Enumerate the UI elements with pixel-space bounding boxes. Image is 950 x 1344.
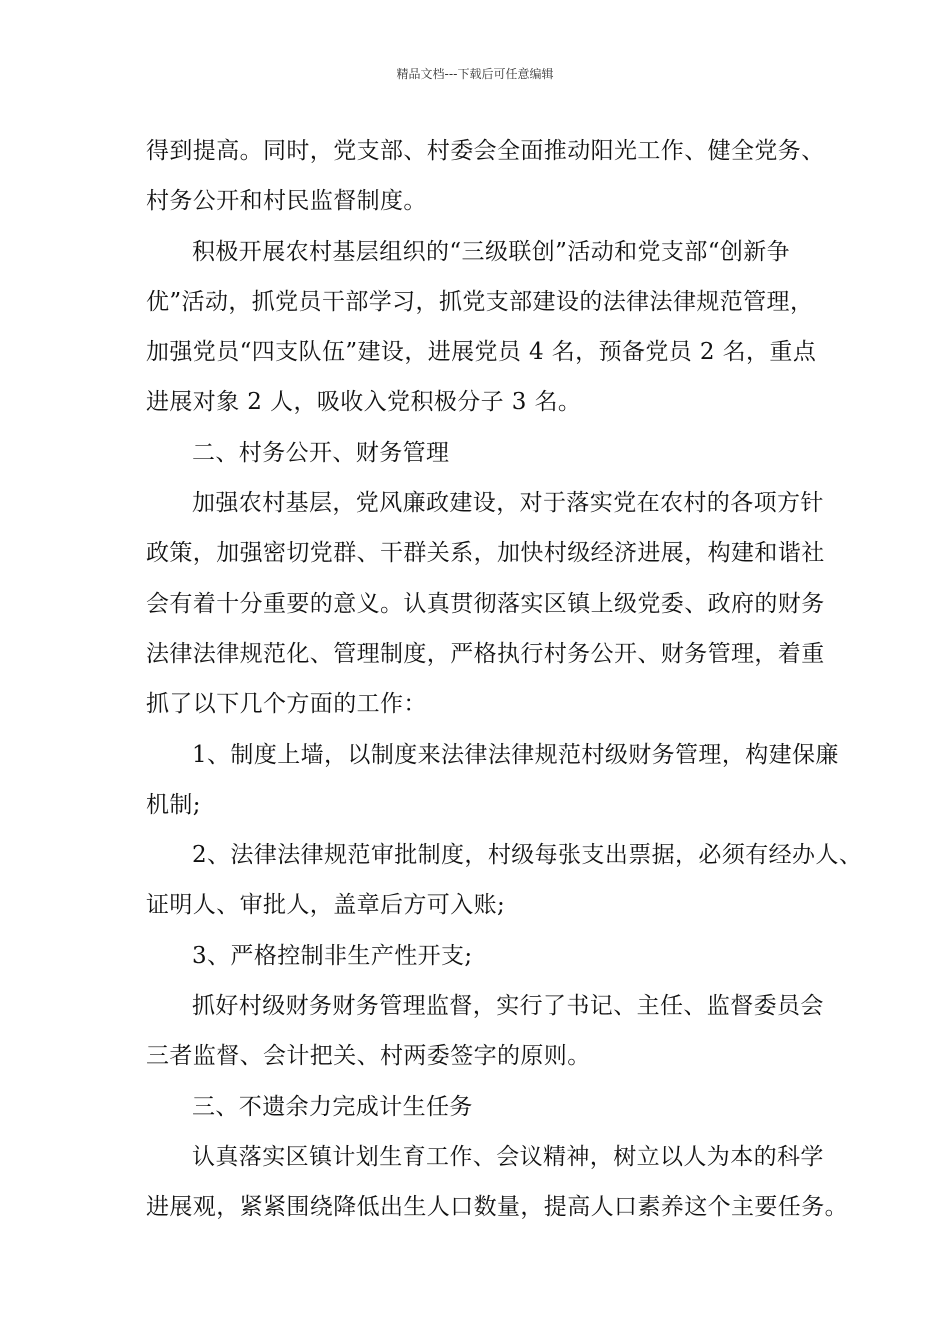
text-line: 证明人、审批人，盖章后方可入账; (146, 892, 506, 919)
list-item-line: 1、制度上墙，以制度来法律法律规范村级财务管理，构建保廉 (192, 741, 839, 768)
text-line: 法律法律规范化、管理制度，严格执行村务公开、财务管理，着重 (146, 640, 825, 667)
text-line: 村务公开和村民监督制度。 (146, 188, 427, 215)
paragraph-start-line: 积极开展农村基层组织的“三级联创”活动和党支部“创新争 (192, 238, 791, 265)
text-line: 政策，加强密切党群、干群关系，加快村级经济进展，构建和谐社 (146, 540, 825, 567)
paragraph-start-line: 加强农村基层，党风廉政建设，对于落实党在农村的各项方针 (192, 490, 824, 517)
list-item-line: 3、严格控制非生产性开支; (192, 942, 473, 969)
page-header: 精品文档---下载后可任意编辑 (396, 67, 554, 81)
text-line: 进展对象 2 人，吸收入党积极分子 3 名。 (146, 389, 582, 416)
text-line: 会有着十分重要的意义。认真贯彻落实区镇上级党委、政府的财务 (146, 590, 825, 617)
text-line: 三者监督、会计把关、村两委签字的原则。 (146, 1043, 591, 1070)
list-item-line: 2、法律法律规范审批制度，村级每张支出票据，必须有经办人、 (192, 842, 863, 869)
text-line: 进展观，紧紧围绕降低出生人口数量，提高人口素养这个主要任务。 (146, 1194, 848, 1221)
document-body (146, 126, 863, 1233)
text-line: 得到提高。同时，党支部、村委会全面推动阳光工作、健全党务、 (146, 138, 825, 164)
section-heading: 二、村务公开、财务管理 (192, 439, 450, 466)
text-line: 抓了以下几个方面的工作： (146, 691, 427, 718)
paragraph-start-line: 抓好村级财务财务管理监督，实行了书记、主任、监督委员会 (192, 993, 824, 1020)
text-line: 优”活动，抓党员干部学习，抓党支部建设的法律法律规范管理， (146, 288, 814, 315)
text-line: 机制; (146, 791, 201, 818)
text-line: 加强党员“四支队伍”建设，进展党员 4 名，预备党员 2 名，重点 (146, 339, 817, 366)
section-heading: 三、不遗余力完成计生任务 (192, 1093, 473, 1120)
paragraph-start-line: 认真落实区镇计划生育工作、会议精神，树立以人为本的科学 (192, 1143, 824, 1170)
